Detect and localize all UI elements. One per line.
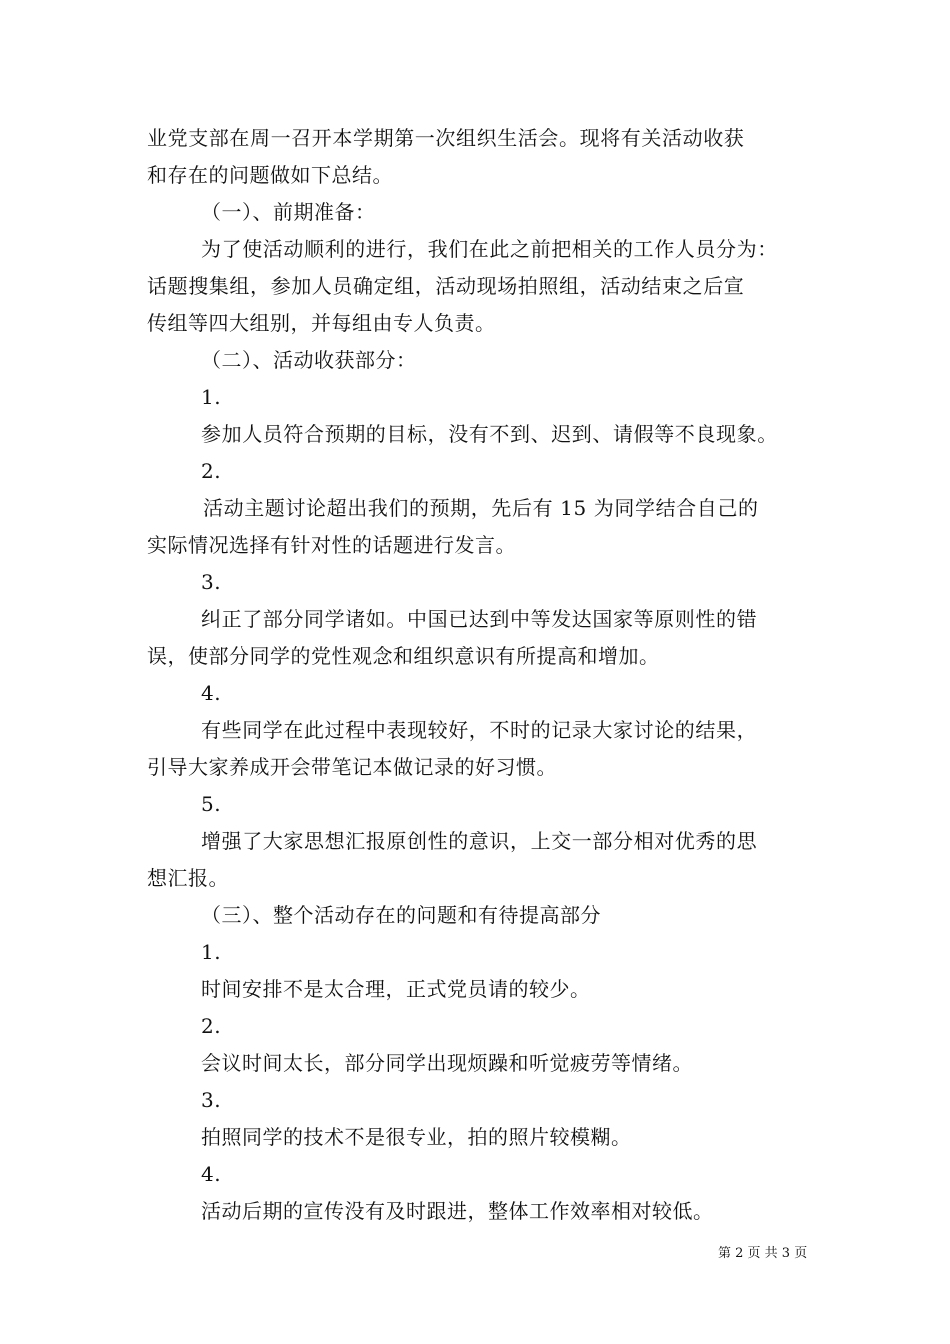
list-number: 1. <box>201 385 222 409</box>
paragraph-line: 话题搜集组，参加人员确定组，活动现场拍照组，活动结束之后宣 <box>147 274 745 298</box>
list-number: 2. <box>201 459 222 483</box>
list-number: 2. <box>201 1014 222 1038</box>
list-item: 增强了大家思想汇报原创性的意识，上交一部分相对优秀的思 <box>201 829 758 853</box>
list-item: 纠正了部分同学诸如。中国已达到中等发达国家等原则性的错 <box>201 607 758 631</box>
page-number-footer: 第 2 页 共 3 页 <box>718 1246 808 1261</box>
paragraph-line: 和存在的问题做如下总结。 <box>147 163 393 187</box>
section-heading: （二）、活动收获部分： <box>201 348 417 372</box>
list-item: 想汇报。 <box>147 866 229 890</box>
list-item: 参加人员符合预期的目标，没有不到、迟到、请假等不良现象。 <box>201 422 778 446</box>
list-item: 活动后期的宣传没有及时跟进，整体工作效率相对较低。 <box>201 1199 714 1223</box>
list-item: 会议时间太长，部分同学出现烦躁和听觉疲劳等情绪。 <box>201 1051 693 1075</box>
paragraph-line: 业党支部在周一召开本学期第一次组织生活会。现将有关活动收获 <box>147 126 745 150</box>
list-item: 有些同学在此过程中表现较好，不时的记录大家讨论的结果， <box>201 718 758 742</box>
list-item: 拍照同学的技术不是很专业，拍的照片较模糊。 <box>201 1125 632 1149</box>
list-item: 引导大家养成开会带笔记本做记录的好习惯。 <box>147 755 557 779</box>
list-number: 3. <box>201 1088 222 1112</box>
list-number: 1. <box>201 940 222 964</box>
list-item: 时间安排不是太合理，正式党员请的较少。 <box>201 977 591 1001</box>
list-item: 实际情况选择有针对性的话题进行发言。 <box>147 533 516 557</box>
section-heading: （三）、整个活动存在的问题和有待提高部分 <box>201 903 601 927</box>
paragraph-line: 为了使活动顺利的进行，我们在此之前把相关的工作人员分为： <box>201 237 778 261</box>
list-number: 3. <box>201 570 222 594</box>
list-number: 5. <box>201 792 222 816</box>
paragraph-line: 传组等四大组别，并每组由专人负责。 <box>147 311 496 335</box>
list-item: 活动主题讨论超出我们的预期，先后有 15 为同学结合自己的 <box>203 496 759 520</box>
section-heading: （一）、前期准备： <box>201 200 376 224</box>
list-number: 4. <box>201 681 222 705</box>
list-item: 误，使部分同学的党性观念和组织意识有所提高和增加。 <box>147 644 660 668</box>
list-number: 4. <box>201 1162 222 1186</box>
